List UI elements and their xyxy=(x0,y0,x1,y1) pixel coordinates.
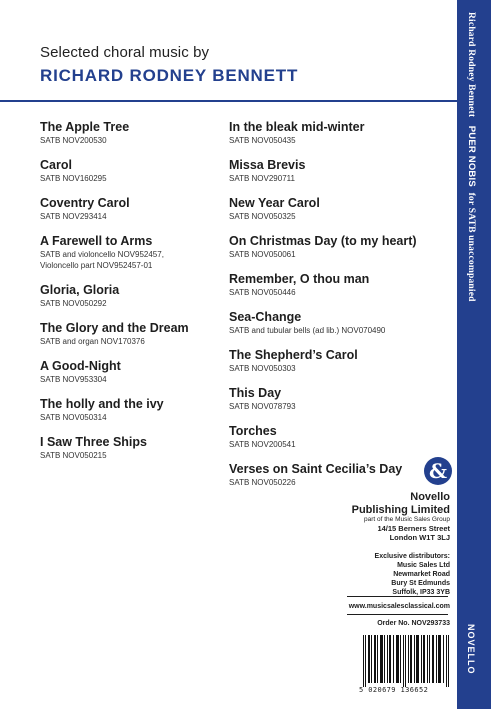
header-divider xyxy=(0,100,457,102)
website-url: www.musicsalesclassical.com xyxy=(348,603,450,610)
work-details: SATB NOV050215 xyxy=(40,451,107,460)
publisher-name-line1: Novello xyxy=(410,491,450,503)
work-item xyxy=(229,348,449,374)
work-title: A Farewell to Arms xyxy=(40,234,153,248)
work-item xyxy=(40,120,240,146)
work-details: SATB NOV050325 xyxy=(229,212,296,221)
work-title: Torches xyxy=(229,424,277,438)
work-details: SATB NOV293414 xyxy=(40,212,107,221)
work-title: Verses on Saint Cecilia’s Day xyxy=(229,462,403,476)
work-details: SATB NOV050061 xyxy=(229,250,296,259)
work-details: SATB NOV050292 xyxy=(40,299,107,308)
work-title: The Shepherd’s Carol xyxy=(229,348,358,362)
barcode-bars xyxy=(363,635,450,687)
distributor-line: Newmarket Road xyxy=(393,571,450,578)
work-title: This Day xyxy=(229,386,282,400)
work-details-part: Violoncello part NOV952457-01 xyxy=(40,261,153,270)
work-item xyxy=(229,310,449,336)
work-details: SATB NOV160295 xyxy=(40,174,107,183)
work-item xyxy=(40,234,240,271)
work-title: Coventry Carol xyxy=(40,196,130,210)
distributor-line: Bury St Edmunds xyxy=(391,580,450,587)
work-item xyxy=(229,272,449,298)
work-details: SATB NOV200530 xyxy=(40,136,107,145)
work-item xyxy=(229,234,449,260)
publisher-name xyxy=(352,491,450,517)
spine-author: Richard Rodney Bennett xyxy=(466,12,476,118)
work-item xyxy=(40,359,240,385)
divider xyxy=(347,614,448,615)
work-item xyxy=(229,158,449,184)
work-title: The Apple Tree xyxy=(40,120,130,134)
work-details: SATB and organ NOV170376 xyxy=(40,337,145,346)
distributor-line: Music Sales Ltd xyxy=(397,562,450,569)
work-item xyxy=(229,424,449,450)
work-details: SATB NOV050435 xyxy=(229,136,296,145)
divider xyxy=(347,596,448,597)
work-details: SATB NOV050226 xyxy=(229,478,296,487)
barcode-number: 5 020679 136652 xyxy=(359,686,429,694)
work-item xyxy=(40,435,240,461)
work-title: I Saw Three Ships xyxy=(40,435,147,449)
composer-name: RICHARD RODNEY BENNETT xyxy=(40,66,299,85)
work-details: SATB NOV078793 xyxy=(229,402,296,411)
work-details: SATB NOV050446 xyxy=(229,288,296,297)
barcode xyxy=(363,635,450,687)
work-title: The Glory and the Dream xyxy=(40,321,189,335)
distributors-block xyxy=(375,552,450,597)
works-list-right xyxy=(229,120,449,500)
work-item xyxy=(229,386,449,412)
spine-title xyxy=(466,12,477,302)
work-item xyxy=(229,196,449,222)
work-title: Sea-Change xyxy=(229,310,302,324)
spine-brand: NOVELLO xyxy=(466,624,476,675)
work-item xyxy=(40,158,240,184)
publisher-group: part of the Music Sales Group xyxy=(364,516,450,523)
work-title: Carol xyxy=(40,158,72,172)
work-details: SATB and tubular bells (ad lib.) NOV070490 xyxy=(229,326,386,335)
work-title: Missa Brevis xyxy=(229,158,306,172)
work-title: Gloria, Gloria xyxy=(40,283,120,297)
work-item xyxy=(40,397,240,423)
spine-scoring: for SATB unaccompanied xyxy=(466,192,476,302)
work-details: SATB NOV050303 xyxy=(229,364,296,373)
novello-logo-icon: & xyxy=(424,457,452,485)
work-item xyxy=(40,196,240,222)
address-line: 14/15 Berners Street xyxy=(377,524,450,533)
work-title: In the bleak mid-winter xyxy=(229,120,365,134)
work-title: New Year Carol xyxy=(229,196,320,210)
work-title: A Good-Night xyxy=(40,359,121,373)
work-title: The holly and the ivy xyxy=(40,397,164,411)
works-list-left xyxy=(40,120,240,473)
selected-music-heading: Selected choral music by xyxy=(40,44,210,61)
work-details: SATB NOV050314 xyxy=(40,413,107,422)
work-title: On Christmas Day (to my heart) xyxy=(229,234,417,248)
publisher-name-line2: Publishing Limited xyxy=(351,504,450,516)
distributors-heading: Exclusive distributors: xyxy=(374,553,450,560)
work-item xyxy=(229,462,449,488)
work-details: SATB NOV953304 xyxy=(40,375,107,384)
work-item xyxy=(229,120,449,146)
work-details: SATB and violoncello NOV952457, xyxy=(40,250,164,259)
spine-work-title: PUER NOBIS xyxy=(466,125,477,187)
work-item xyxy=(40,283,240,309)
address-line: London W1T 3LJ xyxy=(389,533,450,542)
order-number: Order No. NOV293733 xyxy=(377,620,450,627)
work-title: Remember, O thou man xyxy=(229,272,370,286)
publisher-address xyxy=(377,524,450,542)
distributor-line: Suffolk, IP33 3YB xyxy=(392,589,450,596)
work-details: SATB NOV290711 xyxy=(229,174,295,183)
work-item xyxy=(40,321,240,347)
work-details: SATB NOV200541 xyxy=(229,440,296,449)
